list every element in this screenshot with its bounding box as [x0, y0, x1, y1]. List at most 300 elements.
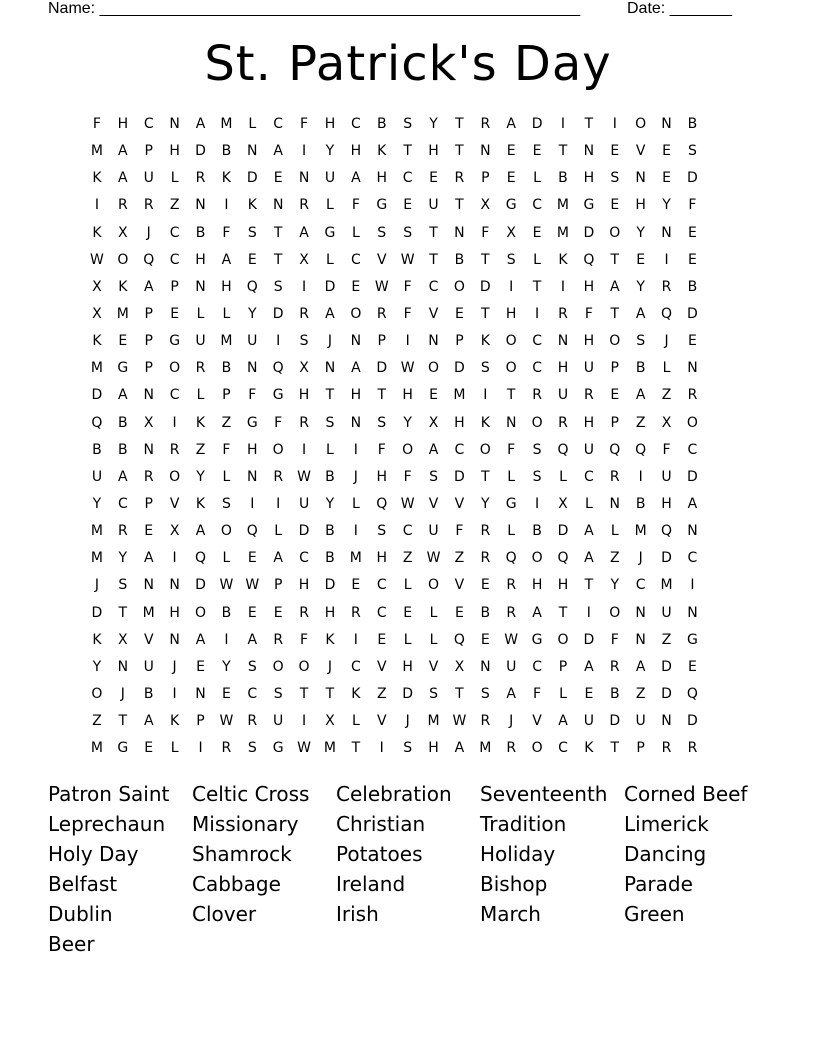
grid-letter[interactable]: R [558, 414, 568, 431]
grid-letter[interactable]: K [118, 278, 128, 295]
grid-letter[interactable]: I [353, 441, 358, 458]
grid-letter[interactable]: F [507, 441, 516, 458]
grid-letter[interactable]: M [323, 740, 336, 757]
grid-letter[interactable]: D [454, 468, 465, 485]
grid-letter[interactable]: V [169, 495, 180, 512]
grid-letter[interactable]: X [428, 414, 439, 431]
grid-letter[interactable]: O [169, 360, 181, 377]
grid-letter[interactable]: I [302, 143, 307, 160]
grid-letter[interactable]: A [532, 604, 542, 621]
grid-letter[interactable]: G [246, 414, 258, 431]
grid-letter[interactable]: T [610, 305, 620, 322]
grid-letter[interactable]: W [452, 713, 467, 730]
grid-letter[interactable]: L [559, 685, 567, 702]
grid-letter[interactable]: L [351, 713, 360, 730]
grid-letter[interactable]: E [688, 224, 697, 241]
grid-letter[interactable]: K [221, 170, 231, 187]
grid-letter[interactable]: A [454, 740, 465, 757]
grid-letter[interactable]: X [661, 414, 672, 431]
grid-letter[interactable]: I [250, 495, 255, 512]
grid-letter[interactable]: S [247, 224, 257, 241]
grid-letter[interactable]: K [195, 495, 206, 512]
grid-letter[interactable]: D [687, 170, 698, 187]
grid-letter[interactable]: B [609, 685, 620, 702]
grid-letter[interactable]: H [402, 658, 413, 675]
grid-letter[interactable]: I [535, 495, 540, 512]
grid-letter[interactable]: A [609, 278, 620, 295]
grid-letter[interactable]: Z [609, 550, 620, 567]
grid-letter[interactable]: R [299, 197, 309, 214]
grid-letter[interactable]: Y [118, 550, 128, 567]
grid-letter[interactable]: D [583, 224, 595, 241]
grid-letter[interactable]: F [403, 278, 412, 295]
grid-letter[interactable]: A [635, 658, 646, 675]
grid-letter[interactable]: R [687, 740, 698, 757]
grid-letter[interactable]: K [247, 197, 257, 214]
grid-letter[interactable]: L [274, 523, 283, 540]
grid-letter[interactable]: O [609, 224, 621, 241]
grid-letter[interactable]: C [687, 441, 698, 458]
grid-letter[interactable]: H [402, 387, 413, 404]
grid-letter[interactable]: W [400, 360, 415, 377]
grid-letter[interactable]: I [224, 631, 229, 648]
grid-letter[interactable]: E [636, 251, 646, 268]
grid-letter[interactable]: V [376, 713, 387, 730]
grid-letter[interactable]: Q [91, 414, 103, 431]
grid-letter[interactable]: R [117, 523, 128, 540]
grid-letter[interactable]: K [480, 333, 490, 350]
grid-letter[interactable]: O [428, 360, 440, 377]
grid-letter[interactable]: F [455, 523, 464, 540]
grid-letter[interactable]: R [273, 631, 284, 648]
grid-letter[interactable]: E [247, 604, 257, 621]
grid-letter[interactable]: M [556, 197, 570, 214]
grid-letter[interactable]: A [635, 387, 646, 404]
grid-letter[interactable]: T [558, 143, 568, 160]
grid-letter[interactable]: O [220, 523, 232, 540]
grid-letter[interactable]: K [325, 631, 335, 648]
grid-letter[interactable]: P [610, 414, 619, 431]
grid-letter[interactable]: B [195, 224, 206, 241]
grid-letter[interactable]: A [118, 170, 128, 187]
grid-letter[interactable]: F [300, 631, 309, 648]
grid-letter[interactable]: A [428, 441, 439, 458]
grid-letter[interactable]: Y [222, 658, 231, 675]
grid-letter[interactable]: S [429, 468, 438, 485]
grid-letter[interactable]: B [454, 251, 465, 268]
grid-letter[interactable]: C [687, 550, 698, 567]
grid-letter[interactable]: I [302, 278, 307, 295]
grid-letter[interactable]: I [664, 251, 669, 268]
grid-letter[interactable]: M [427, 713, 440, 730]
grid-letter[interactable]: N [247, 360, 258, 377]
grid-letter[interactable]: E [610, 143, 620, 160]
grid-letter[interactable]: E [377, 631, 387, 648]
grid-letter[interactable]: X [454, 658, 465, 675]
grid-letter[interactable]: W [504, 631, 519, 648]
grid-letter[interactable]: N [350, 414, 362, 431]
grid-letter[interactable]: M [90, 143, 103, 160]
grid-letter[interactable]: M [90, 550, 103, 567]
grid-letter[interactable]: O [531, 414, 543, 431]
grid-letter[interactable]: O [531, 550, 543, 567]
grid-letter[interactable]: C [402, 523, 413, 540]
grid-letter[interactable]: L [196, 387, 205, 404]
grid-letter[interactable]: N [350, 333, 362, 350]
grid-letter[interactable]: T [558, 604, 568, 621]
grid-letter[interactable]: K [170, 713, 180, 730]
grid-letter[interactable]: V [532, 713, 542, 730]
grid-letter[interactable]: S [118, 577, 128, 594]
grid-letter[interactable]: N [609, 495, 620, 512]
grid-letter[interactable]: T [506, 387, 516, 404]
grid-letter[interactable]: H [661, 495, 672, 512]
grid-letter[interactable]: B [325, 468, 335, 485]
grid-letter[interactable]: F [351, 197, 360, 214]
grid-letter[interactable]: I [509, 278, 514, 295]
grid-letter[interactable]: U [583, 713, 594, 730]
grid-letter[interactable]: A [273, 550, 283, 567]
grid-letter[interactable]: K [558, 251, 568, 268]
grid-letter[interactable]: S [403, 740, 413, 757]
grid-letter[interactable]: L [170, 170, 179, 187]
grid-letter[interactable]: R [273, 468, 284, 485]
grid-letter[interactable]: E [506, 143, 516, 160]
grid-letter[interactable]: E [454, 604, 464, 621]
grid-letter[interactable]: W [219, 577, 234, 594]
grid-letter[interactable]: O [117, 251, 129, 268]
grid-letter[interactable]: A [558, 713, 568, 730]
grid-letter[interactable]: P [455, 333, 464, 350]
grid-letter[interactable]: X [92, 278, 102, 295]
grid-letter[interactable]: U [583, 360, 594, 377]
grid-letter[interactable]: M [90, 523, 103, 540]
grid-letter[interactable]: S [377, 224, 387, 241]
grid-letter[interactable]: F [481, 224, 490, 241]
grid-letter[interactable]: X [325, 713, 335, 730]
grid-letter[interactable]: B [92, 441, 102, 458]
grid-letter[interactable]: P [222, 387, 231, 404]
grid-letter[interactable]: H [428, 143, 439, 160]
grid-letter[interactable]: G [169, 333, 181, 350]
grid-letter[interactable]: D [324, 278, 336, 295]
grid-letter[interactable]: V [376, 251, 387, 268]
grid-letter[interactable]: H [428, 740, 439, 757]
grid-letter[interactable]: S [247, 658, 257, 675]
grid-letter[interactable]: D [583, 631, 595, 648]
grid-letter[interactable]: G [505, 495, 517, 512]
grid-letter[interactable]: T [610, 740, 620, 757]
grid-letter[interactable]: L [403, 631, 412, 648]
grid-letter[interactable]: E [144, 523, 154, 540]
grid-letter[interactable]: J [353, 468, 358, 485]
grid-letter[interactable]: K [480, 414, 490, 431]
grid-letter[interactable]: I [302, 441, 307, 458]
grid-letter[interactable]: M [660, 577, 673, 594]
grid-letter[interactable]: R [584, 387, 594, 404]
grid-letter[interactable]: O [272, 441, 284, 458]
grid-letter[interactable]: G [687, 631, 698, 648]
grid-letter[interactable]: R [480, 523, 491, 540]
grid-letter[interactable]: Q [609, 441, 621, 458]
grid-letter[interactable]: E [144, 740, 154, 757]
grid-letter[interactable]: I [353, 523, 358, 540]
grid-letter[interactable]: E [688, 251, 697, 268]
grid-letter[interactable]: X [118, 224, 128, 241]
grid-letter[interactable]: R [480, 550, 491, 567]
grid-letter[interactable]: H [350, 387, 362, 404]
grid-letter[interactable]: D [272, 305, 284, 322]
grid-letter[interactable]: T [481, 251, 490, 268]
grid-letter[interactable]: Z [661, 631, 672, 648]
grid-letter[interactable]: Q [272, 360, 284, 377]
grid-letter[interactable]: Y [429, 116, 438, 132]
grid-letter[interactable]: Z [661, 387, 672, 404]
grid-letter[interactable]: S [636, 333, 646, 350]
grid-letter[interactable]: I [405, 333, 410, 350]
grid-letter[interactable]: I [172, 550, 177, 567]
grid-letter[interactable]: H [557, 577, 569, 594]
grid-letter[interactable]: Y [481, 495, 490, 512]
grid-letter[interactable]: N [143, 387, 154, 404]
grid-letter[interactable]: A [118, 143, 128, 160]
grid-letter[interactable]: H [583, 414, 595, 431]
grid-letter[interactable]: I [224, 197, 229, 214]
grid-letter[interactable]: W [374, 278, 389, 295]
grid-letter[interactable]: A [325, 305, 335, 322]
grid-letter[interactable]: A [118, 468, 128, 485]
grid-letter[interactable]: Y [325, 495, 335, 512]
grid-letter[interactable]: N [143, 441, 154, 458]
grid-letter[interactable]: D [402, 685, 414, 702]
grid-letter[interactable]: D [246, 170, 258, 187]
grid-letter[interactable]: L [429, 631, 438, 648]
grid-letter[interactable]: M [142, 604, 155, 621]
grid-letter[interactable]: M [116, 305, 129, 322]
grid-letter[interactable]: T [610, 251, 620, 268]
grid-letter[interactable]: E [610, 387, 620, 404]
grid-letter[interactable]: B [635, 360, 646, 377]
grid-letter[interactable]: X [506, 224, 516, 241]
grid-letter[interactable]: G [272, 740, 284, 757]
grid-letter[interactable]: Y [636, 278, 645, 295]
grid-letter[interactable]: D [324, 577, 336, 594]
grid-letter[interactable]: O [479, 441, 491, 458]
grid-letter[interactable]: R [532, 387, 542, 404]
grid-letter[interactable]: U [143, 170, 154, 187]
grid-letter[interactable]: L [222, 468, 231, 485]
grid-letter[interactable]: R [506, 604, 517, 621]
grid-letter[interactable]: E [662, 170, 671, 187]
grid-letter[interactable]: E [429, 387, 438, 404]
grid-letter[interactable]: C [169, 251, 180, 268]
grid-letter[interactable]: L [533, 170, 541, 187]
grid-letter[interactable]: C [532, 197, 542, 214]
grid-letter[interactable]: Z [169, 197, 180, 214]
grid-letter[interactable]: W [297, 740, 311, 757]
grid-letter[interactable]: E [480, 577, 490, 594]
grid-letter[interactable]: X [558, 495, 568, 512]
grid-letter[interactable]: U [273, 713, 284, 730]
grid-letter[interactable]: Q [246, 523, 258, 540]
grid-letter[interactable]: X [143, 414, 154, 431]
grid-letter[interactable]: X [169, 523, 180, 540]
grid-letter[interactable]: R [376, 305, 387, 322]
grid-letter[interactable]: N [169, 116, 180, 132]
grid-letter[interactable]: I [172, 685, 177, 702]
grid-letter[interactable]: N [687, 604, 698, 621]
grid-letter[interactable]: B [118, 441, 128, 458]
grid-letter[interactable]: G [583, 197, 595, 214]
grid-letter[interactable]: H [247, 441, 258, 458]
grid-letter[interactable]: B [325, 550, 335, 567]
grid-letter[interactable]: J [172, 658, 177, 675]
grid-letter[interactable]: C [273, 116, 284, 132]
grid-letter[interactable]: I [560, 116, 566, 132]
grid-letter[interactable]: H [324, 116, 336, 132]
grid-letter[interactable]: B [221, 604, 232, 621]
grid-letter[interactable]: A [351, 360, 361, 377]
grid-letter[interactable]: R [687, 387, 698, 404]
grid-letter[interactable]: G [117, 360, 129, 377]
grid-letter[interactable]: F [300, 116, 309, 132]
grid-letter[interactable]: R [299, 414, 309, 431]
grid-letter[interactable]: M [90, 740, 103, 757]
grid-letter[interactable]: N [583, 143, 595, 160]
grid-letter[interactable]: R [506, 577, 517, 594]
grid-letter[interactable]: T [273, 251, 283, 268]
grid-letter[interactable]: V [454, 495, 465, 512]
grid-letter[interactable]: Q [661, 523, 673, 540]
grid-letter[interactable]: R [169, 441, 180, 458]
grid-letter[interactable]: F [662, 441, 671, 458]
grid-letter[interactable]: M [220, 116, 233, 132]
grid-letter[interactable]: E [351, 278, 361, 295]
grid-letter[interactable]: A [584, 523, 594, 540]
grid-letter[interactable]: E [662, 143, 671, 160]
grid-letter[interactable]: H [557, 360, 569, 377]
grid-letter[interactable]: E [403, 604, 413, 621]
grid-letter[interactable]: M [349, 550, 362, 567]
grid-letter[interactable]: W [400, 495, 415, 512]
grid-letter[interactable]: R [195, 360, 206, 377]
grid-letter[interactable]: L [222, 550, 231, 567]
grid-letter[interactable]: U [298, 495, 310, 512]
grid-letter[interactable]: R [609, 468, 620, 485]
grid-letter[interactable]: R [558, 305, 568, 322]
grid-letter[interactable]: U [428, 197, 439, 214]
grid-letter[interactable]: E [247, 550, 257, 567]
grid-letter[interactable]: Q [453, 631, 465, 648]
grid-letter[interactable]: I [586, 604, 591, 621]
grid-letter[interactable]: R [350, 604, 361, 621]
grid-letter[interactable]: N [635, 170, 646, 187]
grid-letter[interactable]: E [688, 658, 697, 675]
grid-letter[interactable]: N [661, 713, 672, 730]
grid-letter[interactable]: P [481, 170, 490, 187]
grid-letter[interactable]: L [351, 495, 360, 512]
grid-letter[interactable]: T [325, 685, 335, 702]
grid-letter[interactable]: A [584, 550, 594, 567]
grid-letter[interactable]: T [351, 740, 361, 757]
grid-letter[interactable]: T [429, 251, 438, 268]
grid-letter[interactable]: D [195, 143, 206, 160]
grid-letter[interactable]: K [584, 740, 594, 757]
grid-letter[interactable]: C [428, 278, 439, 295]
grid-letter[interactable]: A [247, 631, 258, 648]
grid-letter[interactable]: Y [636, 224, 645, 241]
grid-letter[interactable]: D [376, 360, 388, 377]
grid-letter[interactable]: O [428, 577, 440, 594]
date-field[interactable]: Date: _______ [627, 0, 732, 17]
grid-letter[interactable]: A [635, 305, 646, 322]
grid-letter[interactable]: D [609, 713, 621, 730]
grid-letter[interactable]: B [143, 685, 154, 702]
grid-letter[interactable]: Q [635, 441, 647, 458]
grid-letter[interactable]: V [143, 631, 154, 648]
grid-letter[interactable]: J [146, 224, 151, 241]
grid-letter[interactable]: R [661, 278, 672, 295]
grid-letter[interactable]: N [143, 577, 154, 594]
grid-letter[interactable]: T [273, 224, 283, 241]
grid-letter[interactable]: Z [376, 685, 387, 702]
grid-letter[interactable]: R [247, 713, 258, 730]
grid-letter[interactable]: I [198, 740, 203, 757]
grid-letter[interactable]: H [531, 577, 543, 594]
grid-letter[interactable]: P [558, 658, 568, 675]
grid-letter[interactable]: X [299, 360, 309, 377]
grid-letter[interactable]: C [117, 495, 128, 512]
grid-letter[interactable]: N [505, 414, 517, 431]
grid-letter[interactable]: H [350, 143, 362, 160]
grid-letter[interactable]: J [664, 333, 669, 350]
grid-letter[interactable]: K [92, 333, 102, 350]
grid-letter[interactable]: U [506, 658, 517, 675]
grid-letter[interactable]: H [298, 387, 310, 404]
grid-letter[interactable]: I [612, 116, 617, 132]
grid-letter[interactable]: X [480, 197, 491, 214]
grid-letter[interactable]: Y [662, 197, 671, 214]
grid-letter[interactable]: C [376, 604, 387, 621]
grid-letter[interactable]: B [221, 143, 232, 160]
grid-letter[interactable]: F [533, 685, 542, 702]
grid-letter[interactable]: I [560, 278, 566, 295]
grid-letter[interactable]: O [453, 278, 465, 295]
name-field[interactable]: Name: ______________________________________________________ [48, 0, 581, 17]
grid-letter[interactable]: C [558, 740, 568, 757]
grid-letter[interactable]: L [584, 495, 593, 512]
grid-letter[interactable]: K [92, 224, 102, 241]
grid-letter[interactable]: A [221, 251, 232, 268]
grid-letter[interactable]: F [610, 631, 619, 648]
grid-letter[interactable]: W [297, 468, 311, 485]
grid-letter[interactable]: L [507, 468, 516, 485]
grid-letter[interactable]: E [480, 631, 490, 648]
grid-letter[interactable]: M [453, 387, 466, 404]
grid-letter[interactable]: H [169, 604, 180, 621]
grid-letter[interactable]: H [221, 278, 232, 295]
grid-letter[interactable]: A [195, 523, 206, 540]
grid-letter[interactable]: H [376, 170, 387, 187]
grid-letter[interactable]: R [143, 468, 154, 485]
grid-letter[interactable]: F [274, 414, 283, 431]
grid-letter[interactable]: B [376, 116, 387, 132]
grid-letter[interactable]: Q [505, 550, 517, 567]
grid-letter[interactable]: S [687, 143, 697, 160]
grid-letter[interactable]: H [195, 251, 206, 268]
grid-letter[interactable]: F [688, 197, 697, 214]
grid-letter[interactable]: E [688, 333, 697, 350]
